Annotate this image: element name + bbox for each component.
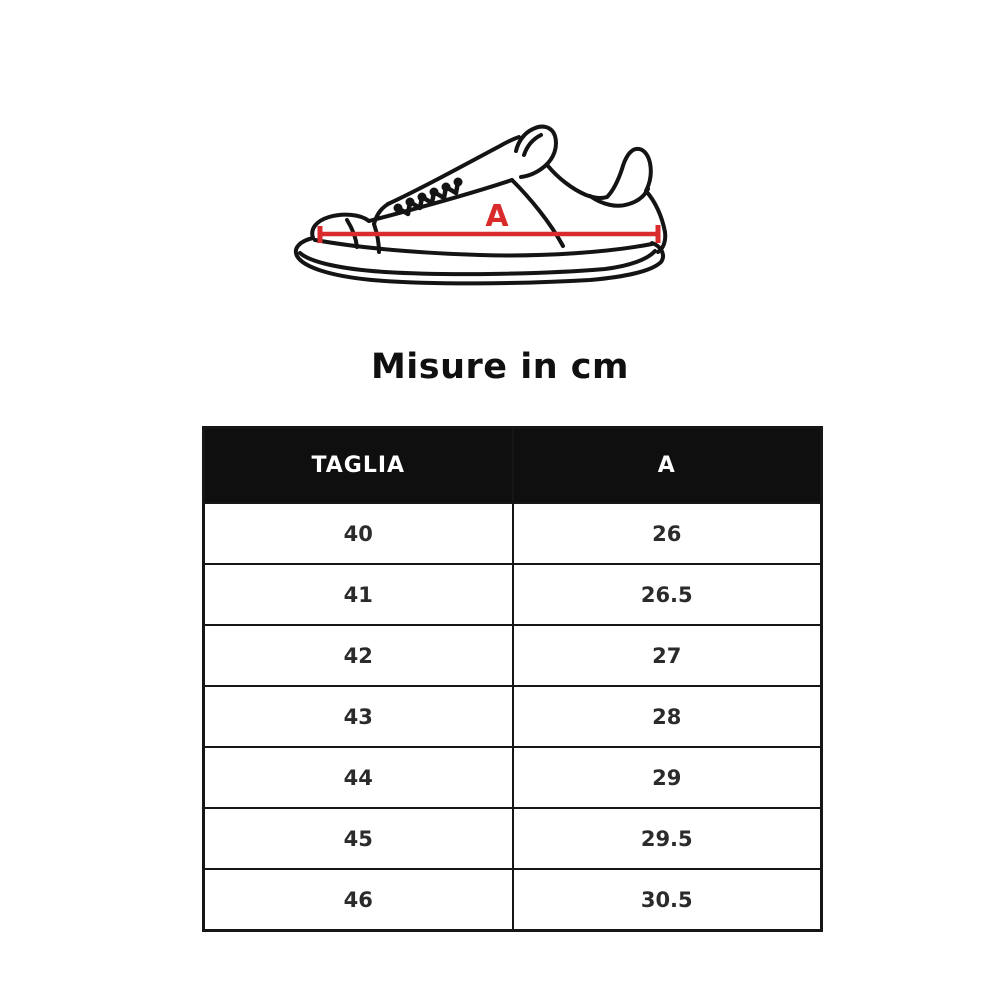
- size-cell: 44: [204, 747, 513, 808]
- table-row: [204, 625, 822, 686]
- table-row: [204, 869, 822, 931]
- table-row: [204, 564, 822, 625]
- measurement-cell: 27: [513, 625, 822, 686]
- size-table: [202, 426, 823, 932]
- measurement-label: A: [485, 199, 509, 234]
- measurement-cell: 26.5: [513, 564, 822, 625]
- size-cell: 45: [204, 808, 513, 869]
- size-cell: 43: [204, 686, 513, 747]
- shoe-measurement-diagram: [290, 100, 690, 295]
- tongue-inner-line: [524, 135, 541, 155]
- table-row: [204, 808, 822, 869]
- measurement-cell: 30.5: [513, 869, 822, 931]
- sneaker-outline-art: [296, 127, 665, 284]
- size-table-header-row: [204, 428, 822, 504]
- size-cell: 42: [204, 625, 513, 686]
- heel-tab: [607, 149, 651, 197]
- column-header-taglia: TAGLIA: [204, 428, 513, 504]
- table-row: [204, 686, 822, 747]
- column-header-a: A: [513, 428, 822, 504]
- measurement-cell: 29.5: [513, 808, 822, 869]
- size-cell: 41: [204, 564, 513, 625]
- size-cell: 40: [204, 503, 513, 564]
- page-title: Misure in cm: [370, 347, 630, 387]
- measurement-cell: 29: [513, 747, 822, 808]
- table-row: [204, 747, 822, 808]
- eyestay-front-edge: [374, 204, 388, 224]
- measurement-cell: 26: [513, 503, 822, 564]
- collar-line: [548, 166, 607, 198]
- size-cell: 46: [204, 869, 513, 931]
- table-row: [204, 503, 822, 564]
- measurement-cell: 28: [513, 686, 822, 747]
- sole-upper-junction-line: [315, 240, 652, 255]
